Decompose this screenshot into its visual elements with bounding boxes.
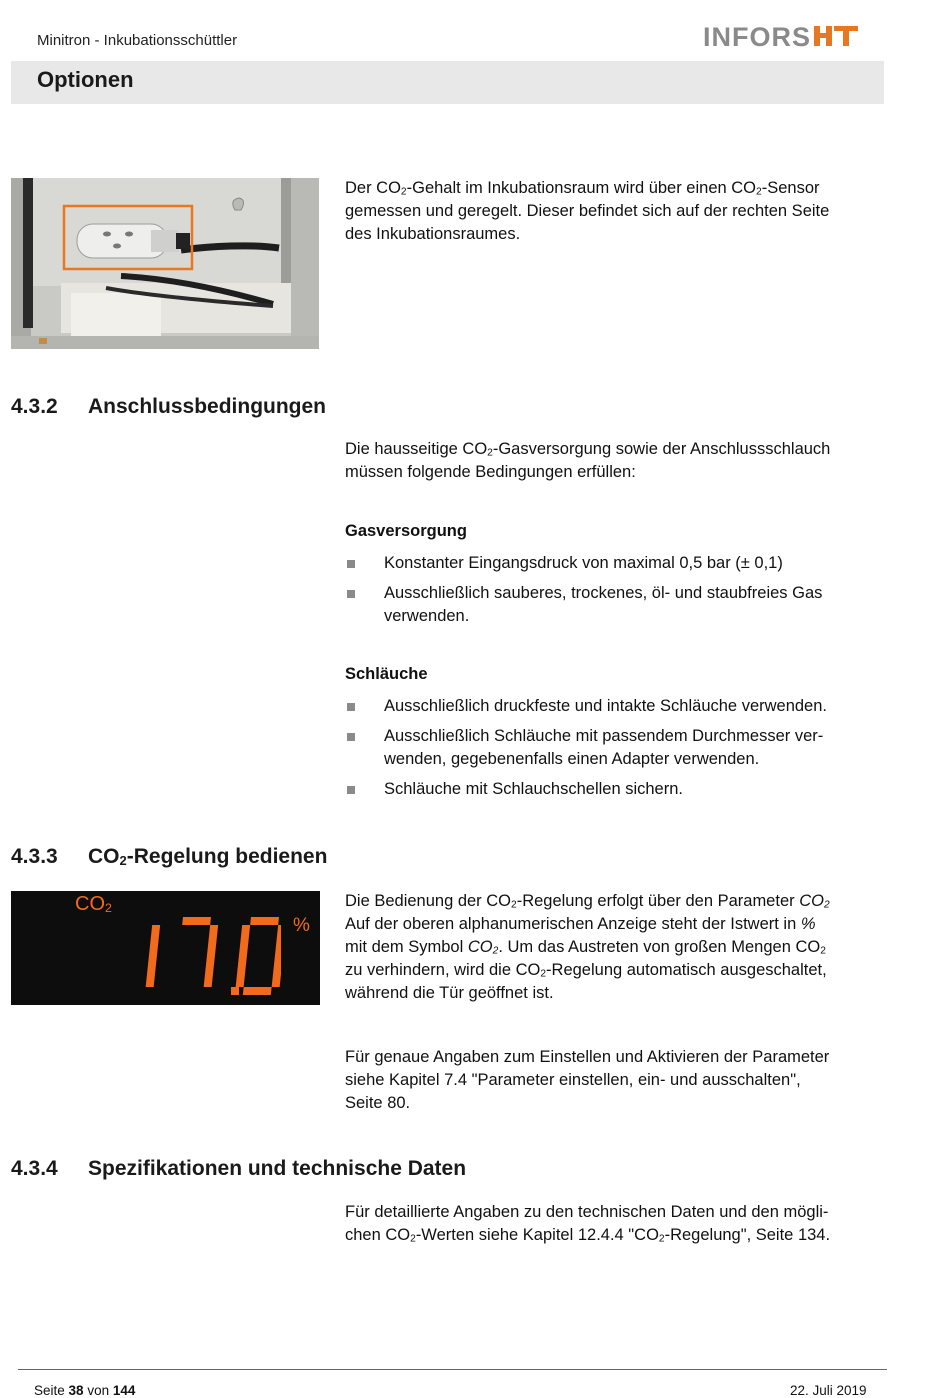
connection-intro: Die hausseitige $CO_2$-Gasversorgung sowie der Anschlussschlauch müssen folgende Bedingungen erfüllen:	[345, 440, 831, 481]
list-item: Ausschließlich Schläuche mit passendem Durchmesser ver- wenden, gegebenenfalls einen Adapter verwenden.	[345, 725, 890, 771]
digit-segment	[236, 956, 247, 987]
specifications-paragraph: Für detaillierte Angaben zu den technischen Daten und den mögli- chen $CO_2$-Werten siehe Kapitel 12.4.4 "$CO_2$-Regelung", Seite 134.	[345, 1203, 831, 1245]
digit-segment	[272, 956, 281, 987]
section-title: Spezifikationen und technische Daten	[88, 1157, 467, 1180]
chapter-title: Optionen	[37, 67, 134, 92]
footer-divider	[18, 1369, 887, 1370]
parameter-reference-paragraph: Für genaue Angaben zum Einstellen und Aktivieren der Parameter siehe Kapitel 7.4 "Parameter einstellen, ein- und ausschalten", Seite 80.	[345, 1048, 830, 1112]
chapter-bar	[11, 61, 884, 104]
digit-segment	[207, 925, 218, 956]
section-title: Anschlussbedingungen	[88, 395, 327, 418]
document-title: Minitron - Inkubationsschüttler	[37, 32, 238, 49]
gas-supply-heading: Gasversorgung	[345, 522, 467, 540]
bullet-square-icon	[347, 590, 355, 598]
section-title: $CO_2$-Regelung bedienen	[88, 845, 328, 868]
bullet-square-icon	[347, 733, 355, 741]
document-date: 22. Juli 2019	[790, 1383, 867, 1398]
bullet-square-icon	[347, 703, 355, 711]
seven-segment-readout	[111, 917, 281, 999]
list-item: Konstanter Eingangsdruck von maximal 0,5 bar (± 0,1)	[345, 552, 890, 575]
section-number: 4.3.4	[11, 1157, 58, 1180]
digit-segment	[146, 956, 157, 987]
digit-segment	[182, 917, 211, 925]
co2-control-paragraph: Die Bedienung der $CO_2$-Regelung erfolgt über den Parameter $CO_2$ Auf der oberen alphanumerischen Anzeige steht der Istwert in % mit dem Symbol $CO_2$. Um das Austreten von großen Mengen $CO_2$ zu verhindern, wird die $CO_2$-Regelung automatisch ausgeschaltet, während die Tür geöffnet ist.	[345, 892, 830, 1002]
list-item: Ausschließlich sauberes, trockenes, öl- und staubfreies Gas verwenden.	[345, 582, 890, 628]
section-number: 4.3.2	[11, 395, 58, 418]
svg-text:INFORS: INFORS	[703, 22, 812, 52]
intro-paragraph: Der $CO_2$-Gehalt im Inkubationsraum wird über einen $CO_2$-Sensor gemessen und geregelt. Dieser befindet sich auf der rechten Seite des Inkubationsraumes.	[345, 179, 830, 243]
co2-sensor-photo	[11, 178, 319, 349]
digit-segment	[243, 987, 272, 995]
infors-ht-logo	[703, 20, 863, 52]
section-number: 4.3.3	[11, 845, 58, 868]
digit-segment	[204, 956, 215, 987]
co2-display	[11, 891, 320, 1005]
hoses-heading: Schläuche	[345, 665, 428, 683]
display-unit: %	[293, 915, 310, 936]
page-number: Seite 38 von 144	[34, 1383, 136, 1398]
list-item: Schläuche mit Schlauchschellen sichern.	[345, 778, 890, 801]
digit-segment	[250, 917, 279, 925]
bullet-square-icon	[347, 560, 355, 568]
list-item: Ausschließlich druckfeste und intakte Schläuche verwenden.	[345, 695, 890, 718]
digit-segment	[149, 925, 160, 956]
digit-segment	[275, 925, 281, 956]
decimal-point-segment	[231, 987, 239, 995]
bullet-square-icon	[347, 786, 355, 794]
digit-segment	[239, 925, 250, 956]
display-label: $CO_2$	[75, 893, 112, 915]
